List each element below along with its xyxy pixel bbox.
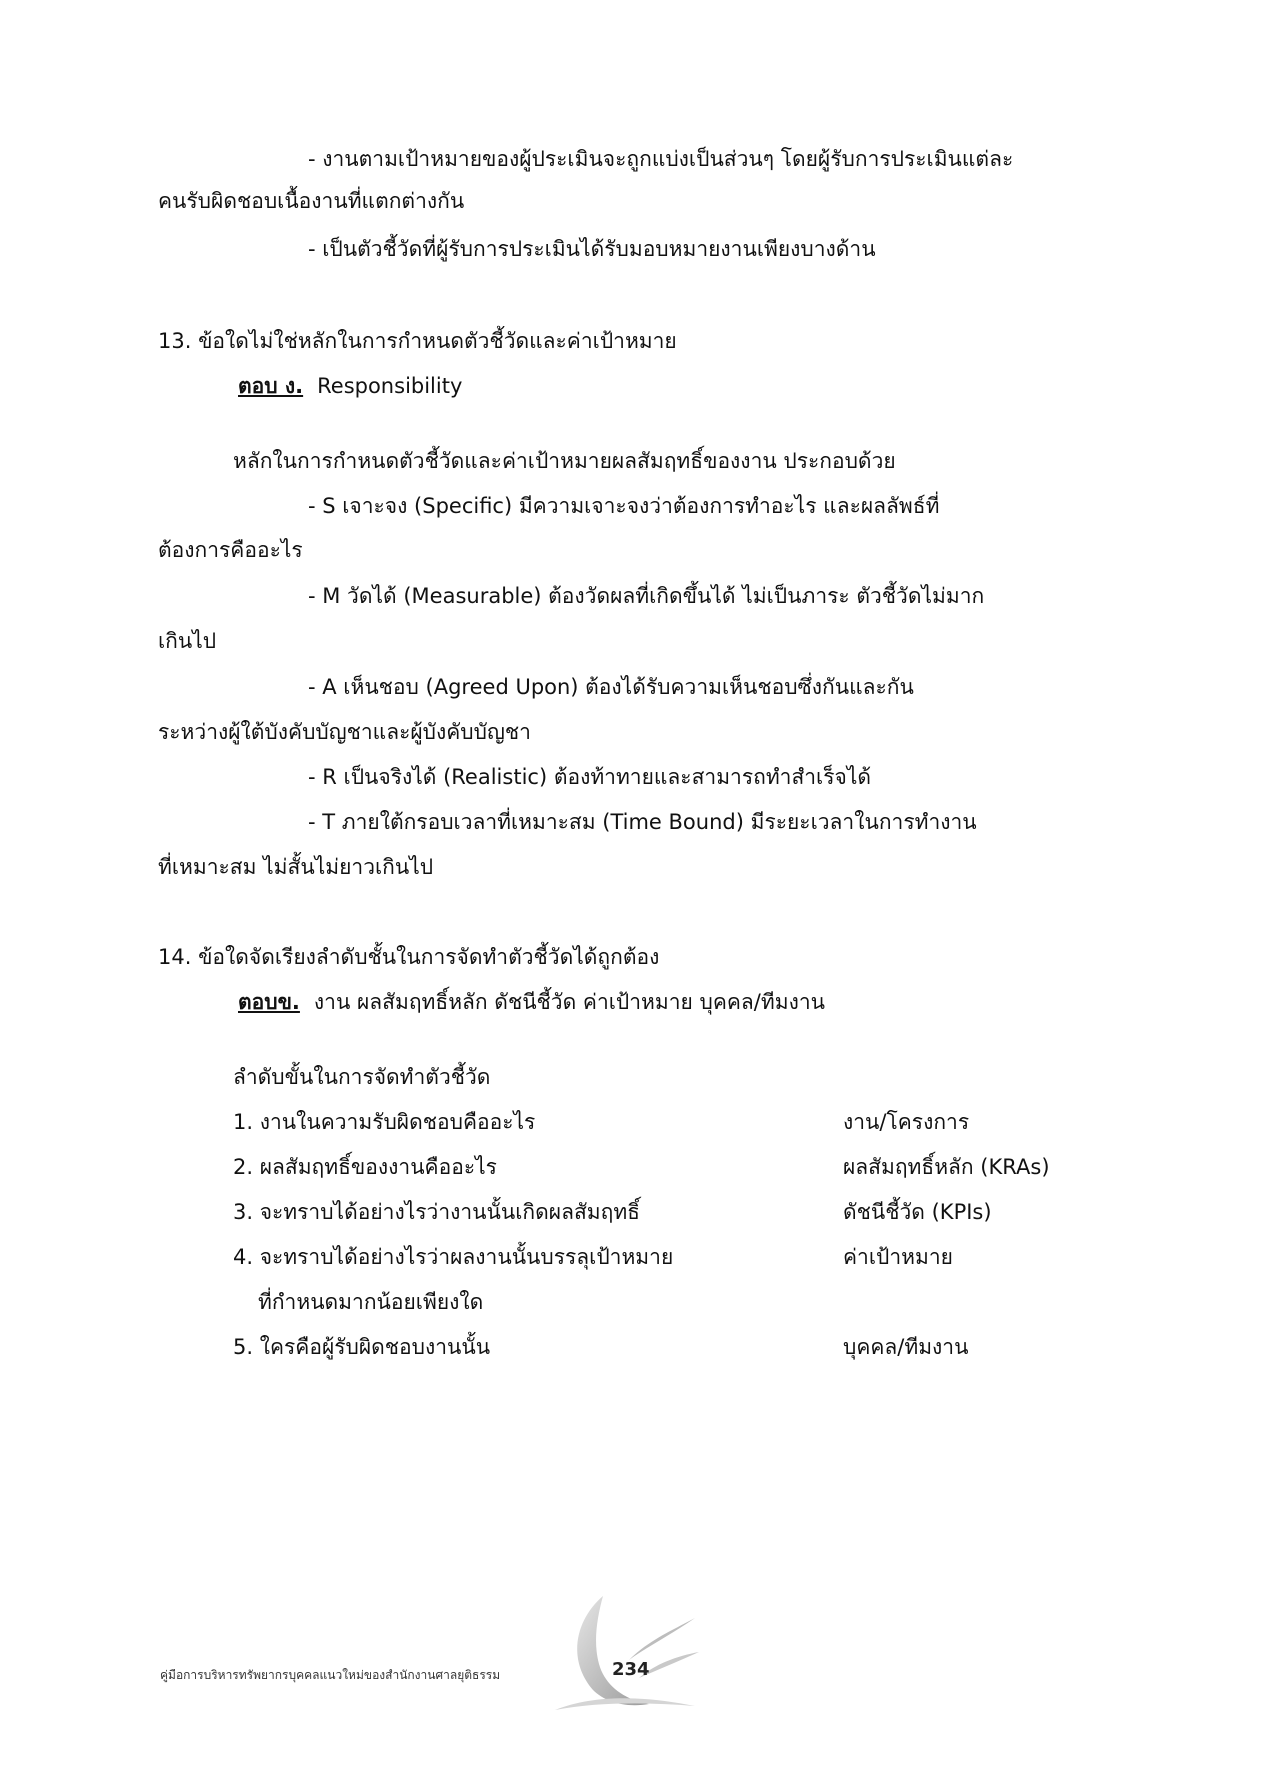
footer-manual-title: คู่มือการบริหารทรัพยากรบุคคลแนวใหม่ของสำนักงานศาลยุติธรรม	[160, 1668, 501, 1682]
step-3-left: 3. จะทราบได้อย่างไรว่างานนั้นเกิดผลสัมฤทธิ์	[233, 1200, 640, 1224]
q13-answer-text: Responsibility	[317, 374, 463, 398]
q14-heading: ลำดับขั้นในการจัดทำตัวชี้วัด	[233, 1065, 491, 1089]
q13-t-line-2: ที่เหมาะสม ไม่สั้นไม่ยาวเกินไป	[158, 855, 434, 879]
q13-r-line-1: - R เป็นจริงได้ (Realistic) ต้องท้าทายและสามารถทำสำเร็จได้	[308, 765, 872, 789]
q13-s-line-2: ต้องการคืออะไร	[158, 538, 303, 562]
step-4-left: 4. จะทราบได้อย่างไรว่าผลงานนั้นบรรลุเป้าหมาย	[233, 1245, 674, 1269]
step-5-left: 5. ใครคือผู้รับผิดชอบงานนั้น	[233, 1335, 491, 1359]
q13-m-line-2: เกินไป	[158, 629, 217, 653]
q13-answer	[238, 372, 462, 400]
q13-heading: หลักในการกำหนดตัวชี้วัดและค่าเป้าหมายผลสัมฤทธิ์ของงาน ประกอบด้วย	[233, 449, 896, 473]
q13-question: 13. ข้อใดไม่ใช่หลักในการกำหนดตัวชี้วัดและค่าเป้าหมาย	[158, 329, 677, 353]
step-3-right: ดัชนีชี้วัด (KPIs)	[843, 1200, 992, 1224]
intro-line-3: - เป็นตัวชี้วัดที่ผู้รับการประเมินได้รับมอบหมายงานเพียงบางด้าน	[308, 237, 876, 261]
intro-line-1: - งานตามเป้าหมายของผู้ประเมินจะถูกแบ่งเป็นส่วนๆ โดยผู้รับการประเมินแต่ละ	[308, 147, 1014, 171]
intro-line-2: คนรับผิดชอบเนื้องานที่แตกต่างกัน	[158, 189, 465, 213]
q13-s-line-1: - S เจาะจง (Specific) มีความเจาะจงว่าต้องการทำอะไร และผลลัพธ์ที่	[308, 494, 940, 518]
step-4-continuation: ที่กำหนดมากน้อยเพียงใด	[258, 1290, 484, 1314]
step-5-right: บุคคล/ทีมงาน	[843, 1335, 969, 1359]
step-2-right: ผลสัมฤทธิ์หลัก (KRAs)	[843, 1155, 1050, 1179]
q13-m-line-1: - M วัดได้ (Measurable) ต้องวัดผลที่เกิดขึ้นได้ ไม่เป็นภาระ ตัวชี้วัดไม่มาก	[308, 584, 985, 608]
q13-a-line-2: ระหว่างผู้ใต้บังคับบัญชาและผู้บังคับบัญชา	[158, 720, 531, 744]
step-2-left: 2. ผลสัมฤทธิ์ของงานคืออะไร	[233, 1155, 497, 1179]
step-1-left: 1. งานในความรับผิดชอบคืออะไร	[233, 1110, 536, 1134]
step-4-right: ค่าเป้าหมาย	[843, 1245, 953, 1269]
q14-answer-label: ตอบข.	[238, 990, 300, 1014]
court-logo-icon	[545, 1590, 705, 1720]
q14-question: 14. ข้อใดจัดเรียงลำดับชั้นในการจัดทำตัวชี้วัดได้ถูกต้อง	[158, 945, 660, 969]
step-1-right: งาน/โครงการ	[843, 1110, 970, 1134]
page-number: 234	[612, 1659, 650, 1680]
q13-t-line-1: - T ภายใต้กรอบเวลาที่เหมาะสม (Time Bound) มีระยะเวลาในการทำงาน	[308, 810, 977, 834]
q14-answer-text: งาน ผลสัมฤทธิ์หลัก ดัชนีชี้วัด ค่าเป้าหมาย บุคคล/ทีมงาน	[313, 990, 825, 1014]
q14-answer	[238, 988, 825, 1016]
q13-answer-label: ตอบ ง.	[238, 374, 304, 398]
q13-a-line-1: - A เห็นชอบ (Agreed Upon) ต้องได้รับความเห็นชอบซึ่งกันและกัน	[308, 675, 914, 699]
